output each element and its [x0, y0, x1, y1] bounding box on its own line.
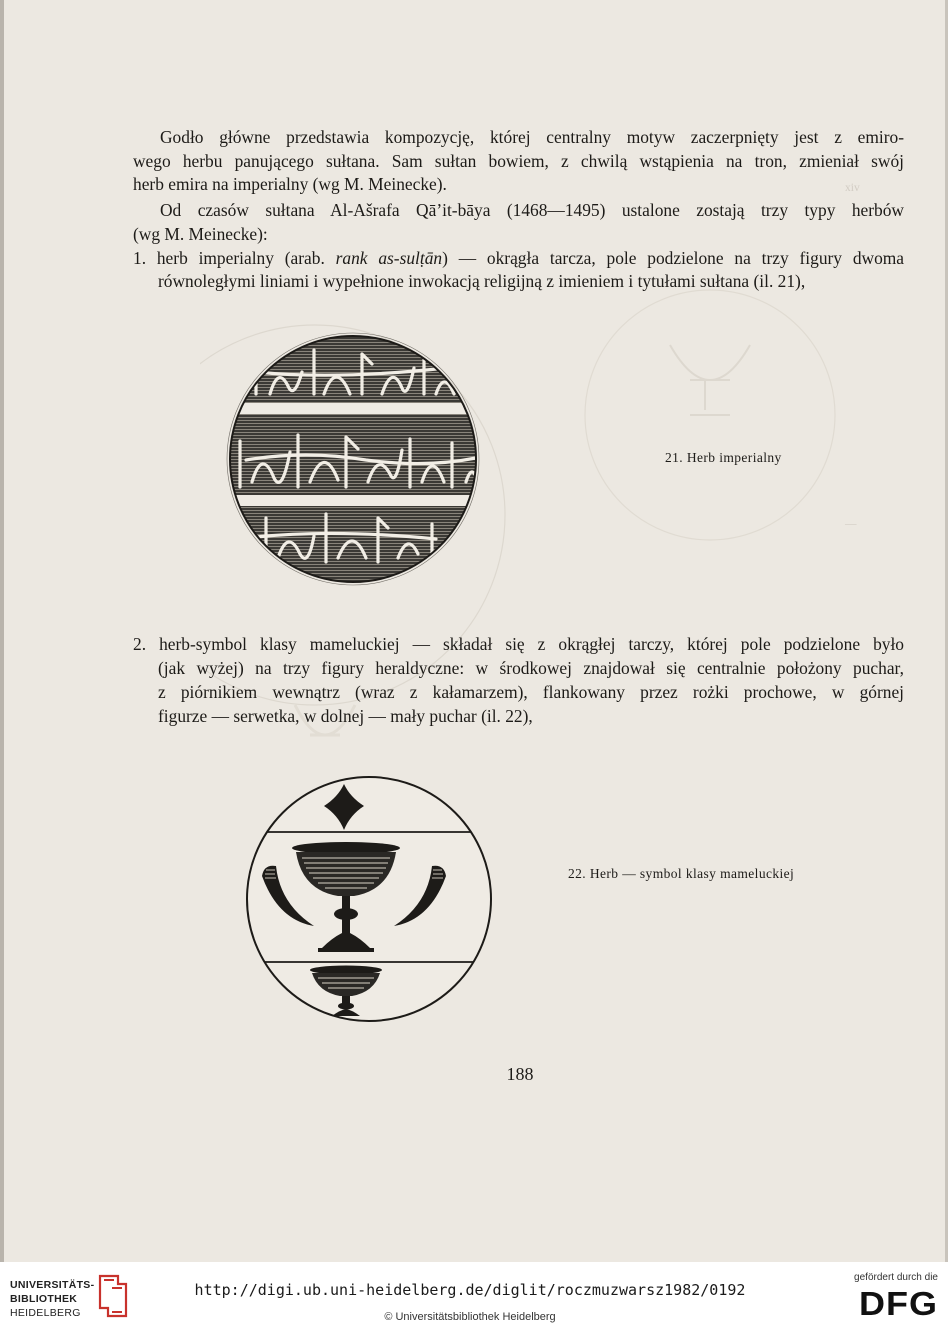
library-name-line3: HEIDELBERG: [10, 1307, 81, 1319]
paragraph-line: (wg M. Meinecke):: [133, 224, 268, 244]
paragraph-line: Godło główne przedstawia kompozycję, której centralny motyw zaczerpnięty jest z emiro-: [160, 127, 904, 147]
list-item-2-line: 2. herb-symbol klasy mameluckiej — składał się z okrągłej tarczy, której pole podzielone było: [133, 634, 904, 654]
figure-22-caption: 22. Herb — symbol klasy mameluckiej: [568, 866, 795, 881]
library-name-line1: UNIVERSITÄTS-: [10, 1279, 95, 1291]
permalink-url[interactable]: http://digi.ub.uni-heidelberg.de/diglit/roczmuzwarsz1982/0192: [194, 1281, 746, 1299]
figure-21-caption: 21. Herb imperialny: [665, 450, 782, 465]
list-item-1-line: [133, 247, 904, 270]
show-through-text: —: [845, 518, 857, 530]
copyright-notice: © Universitätsbibliothek Heidelberg: [384, 1311, 556, 1323]
list-item-1-text: ) — okrągła tarcza, pole podzielone na trzy figury dwoma: [442, 248, 905, 268]
arabic-term: rank as-sulṭān: [335, 248, 443, 268]
library-logo-icon: [96, 1272, 130, 1320]
paragraph-line: herb emira na imperialny (wg M. Meinecke).: [133, 174, 447, 194]
list-item-1-line: równoległymi liniami i wypełnione inwokacją religijną z imieniem i tytułami sułtana (il. 21),: [158, 271, 806, 291]
list-item-2-line: figurze — serwetka, w dolnej — mały puchar (il. 22),: [158, 706, 533, 726]
dfg-logo[interactable]: DFG: [859, 1284, 938, 1323]
paragraph-line: wego herbu panującego sułtana. Sam sułtan bowiem, z chwilą wstąpienia na tron, zmieniał swój: [133, 151, 904, 171]
paragraph-line: Od czasów sułtana Al-Ašrafa Qā’it-bāya (1468—1495) ustalone zostają trzy typy herbów: [160, 200, 904, 220]
list-item-2-line: (jak wyżej) na trzy figury heraldyczne: w środkowej znajdował się centralnie położony puchar,: [158, 658, 904, 678]
list-item-2-line: z piórnikiem wewnątrz (wraz z kałamarzem), flankowany przez rożki prochowe, w górnej: [158, 682, 904, 702]
sponsor-label: gefördert durch die: [854, 1272, 938, 1283]
show-through-text: xiv: [845, 182, 860, 194]
page-number: 188: [506, 1064, 534, 1084]
scan-edge-left: [0, 0, 4, 1262]
figure-21-imperial-blazon: [226, 332, 480, 586]
figure-22-mamluk-blazon: [242, 772, 496, 1026]
library-name-line2: BIBLIOTHEK: [10, 1293, 78, 1305]
list-item-1-text: 1. herb imperialny (arab.: [133, 248, 336, 268]
